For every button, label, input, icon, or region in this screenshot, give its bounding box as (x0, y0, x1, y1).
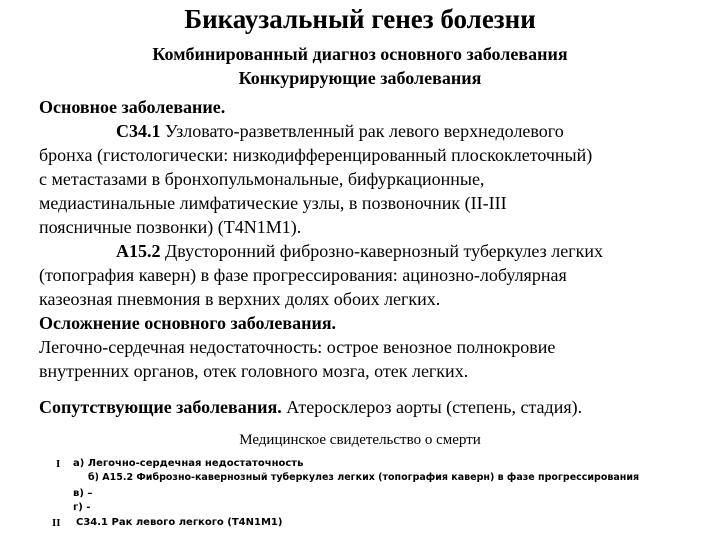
certificate-line-ii: С34.1 Рак левого легкого (T4N1M1) (76, 517, 283, 528)
certificate-line-a: а) Легочно-сердечная недостаточность (73, 458, 304, 469)
certificate-line-v: в) – (73, 488, 93, 499)
certificate-part1-roman: I (56, 458, 61, 470)
main-disease-heading: Основное заболевание. (39, 97, 226, 117)
c34-code: С34.1 (116, 121, 161, 141)
certificate-part2-roman: II (52, 517, 61, 529)
a15-line-2: (топография каверн) в фазе прогрессирования: ацинозно-лобулярная (39, 265, 567, 285)
certificate-line-b: б) А15.2 Фиброзно-кавернозный туберкулез легких (топография каверн) в фазе прогрессирования (88, 472, 640, 483)
complication-line-1: Легочно-сердечная недостаточность: острое венозное полнокровие (39, 337, 556, 357)
subtitle-competing-diseases: Конкурирующие заболевания (238, 68, 482, 88)
c34-line-4: медиастинальные лимфатические узлы, в позвоночник (II-III (39, 193, 507, 213)
page-title: Бикаузальный генез болезни (184, 4, 536, 34)
c34-line-5: поясничные позвонки) (T4N1M1). (39, 217, 302, 237)
c34-line-1 (116, 119, 564, 143)
a15-code: А15.2 (116, 241, 161, 261)
certificate-line-g: г) - (73, 502, 91, 513)
concomitant-heading: Сопутствующие заболевания. (39, 397, 282, 417)
concomitant-text: Атеросклероз аорты (степень, стадия). (281, 397, 583, 417)
c34-text-1: Узловато-разветвленный рак левого верхнедолевого (160, 121, 564, 141)
a15-line-3: казеозная пневмония в верхних долях обоих легких. (39, 289, 441, 309)
a15-line-1 (116, 239, 603, 263)
complication-heading: Осложнение основного заболевания. (39, 313, 337, 333)
a15-text-1: Двусторонний фиброзно-кавернозный туберкулез легких (160, 241, 603, 261)
subtitle-combined-diagnosis: Комбинированный диагноз основного заболевания (152, 44, 568, 64)
concomitant-line (39, 395, 582, 419)
complication-line-2: внутренних органов, отек головного мозга, отек легких. (39, 361, 469, 381)
c34-line-3: с метастазами в бронхопульмональные, бифуркационные, (39, 169, 485, 189)
c34-line-2: бронха (гистологически: низкодифференцированный плоскоклеточный) (39, 145, 593, 165)
certificate-title: Медицинское свидетельство о смерти (239, 432, 481, 448)
